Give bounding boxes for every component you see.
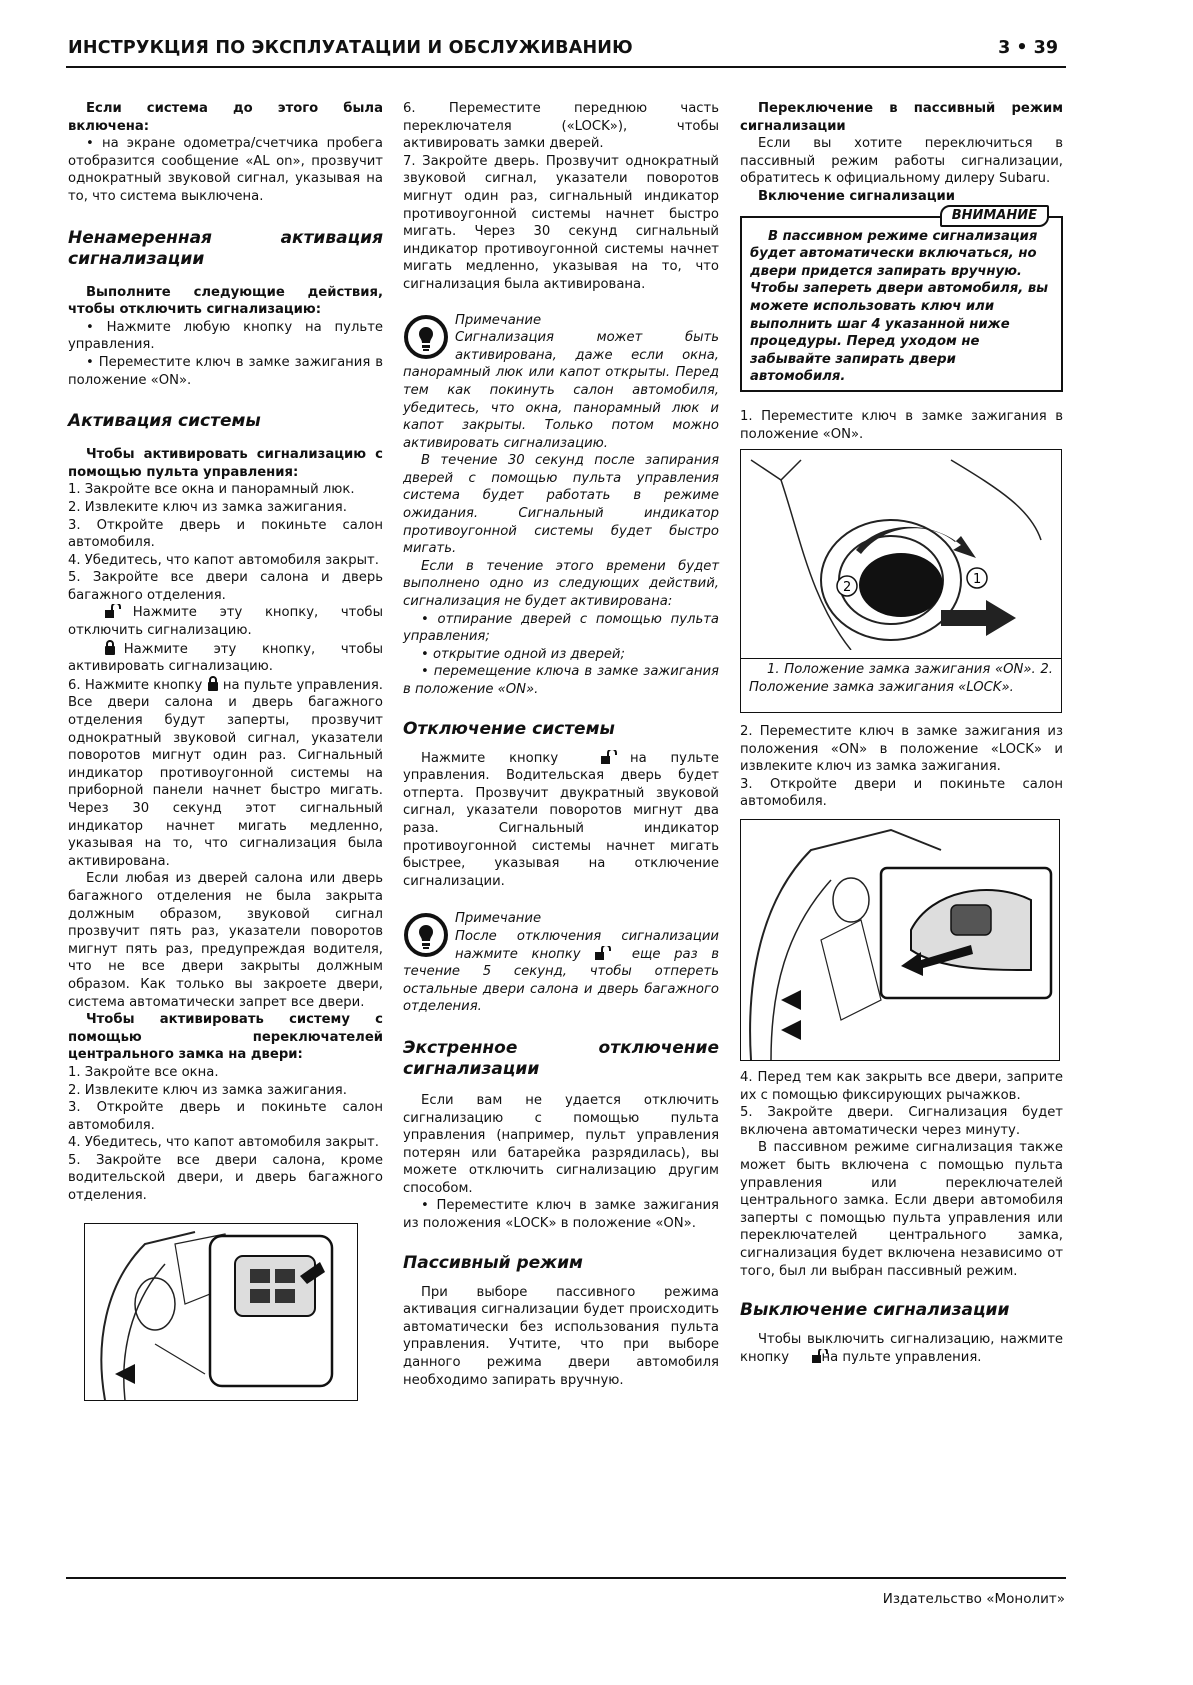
- step-3: 3. Откройте дверь и покиньте салон автомобиля.: [68, 517, 383, 551]
- step-6-lock: 6. Переместите переднюю часть переключателя («LOCK»), чтобы активировать замки дверей.: [403, 101, 719, 152]
- publisher: Издательство «Монолит»: [882, 1591, 1065, 1607]
- do-following: Выполните следующие действия, чтобы отключить сигнализацию:: [68, 284, 383, 318]
- note-bullet-3: • перемещение ключа в замке зажигания в положение «ON».: [403, 664, 719, 697]
- passive-step-5: 5. Закройте двери. Сигнализация будет включена автоматически через минуту.: [740, 1105, 1063, 1138]
- step-7-close: 7. Закройте дверь. Прозвучит однократный звуковой сигнал, указатели поворотов мигнут один раз, сигнальный индикатор противоугонной системы начнет быстро мигать. Через 30 секунд сигнальный индикатор противоугонной системы начнет мигать медленно, указывая на то, что сигнализация была активирована.: [403, 153, 719, 292]
- header-rule: [66, 66, 1066, 68]
- note-2: [403, 910, 719, 1016]
- passive-text: При выборе пассивного режима активация сигнализации будет происходить автоматически без использования пульта управления. Учтите, что при выборе данного режима двери автомобиля необходимо запирать вручную.: [403, 1284, 719, 1388]
- switch-step-5: 5. Закройте все двери салона, кроме водительской двери, и дверь багажного отделения.: [68, 1152, 383, 1204]
- passive-step-3: 3. Откройте двери и покиньте салон автомобиля.: [740, 776, 1063, 810]
- column-3: [740, 100, 1063, 1366]
- lock-icon-line: Нажмите эту кнопку, чтобы активировать сигнализацию.: [68, 641, 383, 675]
- figure-label-1: 1: [973, 572, 982, 588]
- if-off-text: • на экране одометра/счетчика пробега отобразится сообщение «AL on», прозвучит однократный звуковой сигнал, указывая на то, что система выключена.: [68, 136, 383, 204]
- heading-unintended-activation: Ненамеренная активация сигнализации: [68, 227, 383, 269]
- passive-step-4: 4. Перед тем как закрыть все двери, заприте их с помощью фиксирующих рычажков.: [740, 1070, 1063, 1103]
- note-bulb-icon: [403, 314, 449, 360]
- system-off-text: Нажмите кнопку на пульте управления. Водительская дверь будет отперта. Прозвучит двукратный звуковой сигнал, указатели поворотов мигнут два раза. Сигнальный индикатор противоугонной системы начнет мигать быстрее, указывая на отключение сигнализации.: [403, 750, 719, 889]
- door-switch-illustration: [84, 1223, 358, 1401]
- note-bullet-2: • открытие одной из дверей;: [421, 646, 625, 662]
- header-title: ИНСТРУКЦИЯ ПО ЭКСПЛУАТАЦИИ И ОБСЛУЖИВАНИЮ: [68, 38, 633, 58]
- heading-passive-mode: Пассивный режим: [403, 1252, 583, 1273]
- passive-text-2: В пассивном режиме сигнализация также может быть включена с помощью пульта управления или переключателей центрального замка. Если двери автомобиля заперты с помощью пульта управления или переключателей центрального замка, сигнализация будет включена независимо от того, был ли выбран пассивный режим.: [740, 1140, 1063, 1279]
- heading-alarm-off: Выключение сигнализации: [740, 1300, 1010, 1321]
- step-4: 4. Убедитесь, что капот автомобиля закрыт.: [68, 552, 379, 568]
- switch-step-1: 1. Закройте все окна.: [68, 1064, 219, 1080]
- ignition-illustration: [740, 449, 1062, 713]
- warning-text: В пассивном режиме сигнализация будет автоматически включаться, но двери придется запирать вручную. Чтобы запереть двери автомобиля, вы можете использовать ключ или выполнить шаг 4 указанной ниже процедуры. Перед уходом не забывайте запирать двери автомобиля.: [750, 228, 1049, 385]
- alarm-off-text: Чтобы выключить сигнализацию, нажмите кнопку на пульте управления.: [740, 1332, 1063, 1365]
- unlock-button-icon: [594, 946, 618, 960]
- lock-button-icon: [86, 640, 98, 655]
- switch-step-4: 4. Убедитесь, что капот автомобиля закрыт.: [68, 1135, 379, 1151]
- bullet-any-button: • Нажмите любую кнопку на пульте управления.: [68, 319, 383, 353]
- unlock-icon-line: Нажмите эту кнопку, чтобы отключить сигнализацию.: [68, 605, 383, 639]
- activate-switch-heading: Чтобы активировать систему с помощью переключателей центрального замка на двери:: [68, 1012, 383, 1063]
- step-6: 6. Нажмите кнопку на пульте управления. Все двери салона и дверь багажного отделения будут заперты, прозвучит однократный звуковой сигнал, указатели поворотов мигнут один раз. Сигнальный индикатор противоугонной системы на приборной панели начнет быстро мигать. Через 30 секунд этот сигнальный индикатор начнет мигать медленно, указывая на то, что сигнализация была активирована.: [68, 677, 383, 869]
- unlock-button-icon: [86, 604, 110, 618]
- switch-passive-text: Если вы хотите переключиться в пассивный режим работы сигнализации, обратитесь к официальному дилеру Subaru.: [740, 136, 1063, 187]
- note-2-label: Примечание: [455, 911, 542, 927]
- lock-button-icon: [207, 676, 219, 691]
- step-1: 1. Закройте все окна и панорамный люк.: [68, 482, 355, 498]
- bullet-key-on: • Переместите ключ в замке зажигания в положение «ON».: [68, 354, 383, 388]
- emergency-text: Если вам не удается отключить сигнализацию с помощью пульта управления (например, пульт управления потерян или батарейка разрядилась), вы можете отключить сигнализацию другим способом.: [403, 1092, 719, 1196]
- switch-step-3: 3. Откройте дверь и покиньте салон автомобиля.: [68, 1100, 383, 1133]
- footer-rule: [66, 1577, 1066, 1579]
- page-number: 3 • 39: [998, 38, 1058, 58]
- switch-passive-heading: Переключение в пассивный режим сигнализации: [740, 101, 1063, 134]
- column-1: [68, 100, 383, 1401]
- heading-system-off: Отключение системы: [403, 718, 615, 739]
- figure-label-2: 2: [843, 580, 852, 596]
- passive-step-2: 2. Переместите ключ в замке зажигания из положения «ON» в положение «LOCK» и извлеките ключ из замка зажигания.: [740, 724, 1063, 775]
- note-label: Примечание: [455, 312, 542, 328]
- if-any-door-text: Если любая из дверей салона или дверь багажного отделения не была закрыта должным образом, звуковой сигнал прозвучит пять раз, указатели поворотов мигнут пять раз, предупреждая водителя, что не все двери закрыты должным образом. Как только вы закроете двери, система автоматически запрет все двери.: [68, 871, 383, 1010]
- activate-remote-heading: Чтобы активировать сигнализацию с помощью пульта управления:: [68, 447, 383, 480]
- passive-step-1: 1. Переместите ключ в замке зажигания в положение «ON».: [740, 408, 1063, 442]
- heading-system-activation: Активация системы: [68, 411, 261, 432]
- note-bullet-1: • отпирание дверей с помощью пульта управления;: [403, 611, 719, 645]
- note-1: [403, 312, 719, 699]
- emergency-bullet: • Переместите ключ в замке зажигания из положения «LOCK» в положение «ON».: [403, 1198, 719, 1232]
- heading-emergency-off: Экстренное отключение сигнализации: [403, 1037, 719, 1079]
- page-header: [66, 34, 1064, 62]
- if-off-heading: Если система до этого была включена:: [68, 101, 383, 134]
- switch-step-2: 2. Извлеките ключ из замка зажигания.: [68, 1082, 347, 1098]
- warning-label: ВНИМАНИЕ: [940, 205, 1049, 227]
- note-bulb-icon: [403, 912, 449, 958]
- column-2: [403, 100, 719, 1389]
- figure-caption: 1. Положение замка зажигания «ON». 2. Положение замка зажигания «LOCK».: [749, 662, 1053, 695]
- note-1-conditions: Если в течение этого времени будет выполнено одно из следующих действий, сигнализация не будет активирована:: [403, 558, 719, 610]
- note-2-text: После отключения сигнализации нажмите кнопку еще раз в течение 5 секунд, чтобы отпереть остальные двери салона и дверь багажного отделения.: [403, 928, 719, 1015]
- step-2: 2. Извлеките ключ из замка зажигания.: [68, 499, 347, 515]
- unlock-button-icon: [582, 750, 606, 764]
- unlock-button-icon: [793, 1349, 817, 1363]
- door-lever-illustration: [740, 819, 1060, 1061]
- note-1-text: Сигнализация может быть активирована, даже если окна, панорамный люк или капот открыты. Перед тем как покинуть салон автомобиля, убедитесь, что окна, панорамный люк и капот закрыты. Только потом можно активировать сигнализацию.: [403, 330, 719, 451]
- warning-box: [740, 207, 1063, 392]
- enable-alarm-heading: Включение сигнализации: [758, 188, 956, 204]
- step-5: 5. Закройте все двери салона и дверь багажного отделения.: [68, 570, 383, 603]
- note-1-standby: В течение 30 секунд после запирания дверей с помощью пульта управления система будет работать в режиме ожидания. Сигнальный индикатор противоугонной системы будет быстро мигать.: [403, 453, 719, 557]
